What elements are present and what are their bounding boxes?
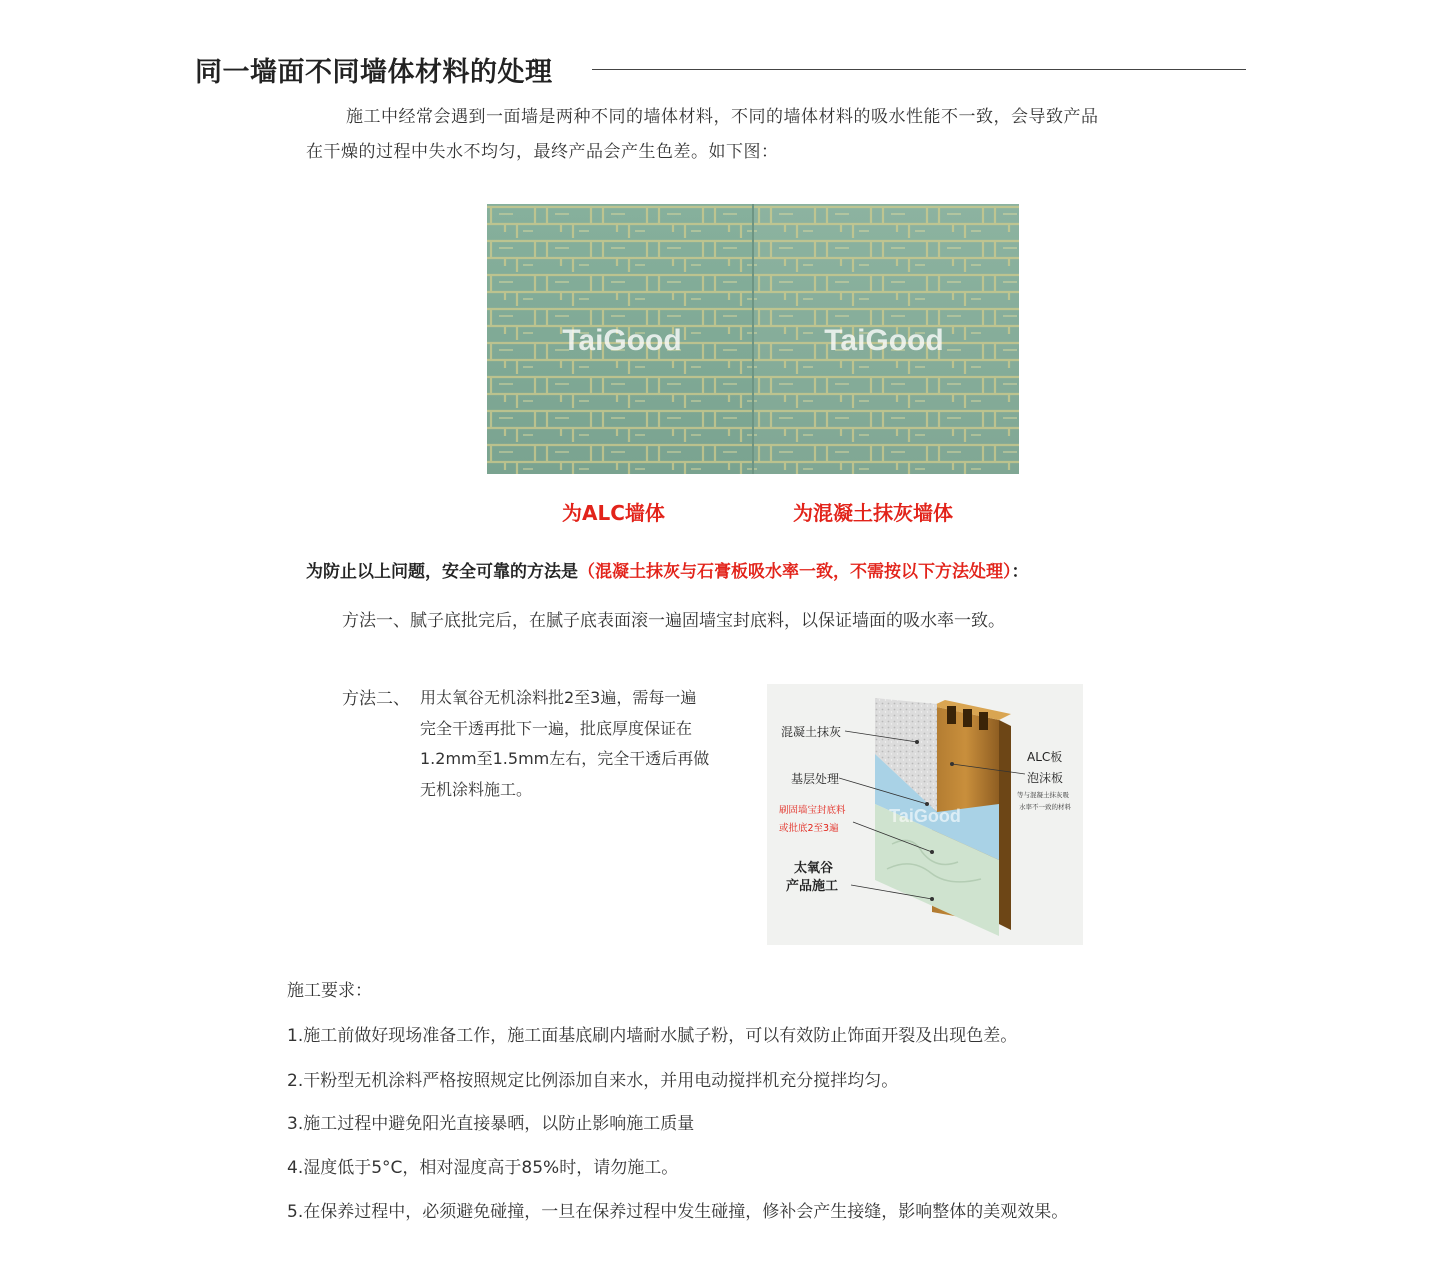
caption-alc-wall: 为ALC墙体 [562, 501, 665, 525]
prevention-suffix: ： [1011, 562, 1029, 582]
requirement-item: 5.在保养过程中，必须避免碰撞，一旦在保养过程中发生碰撞，修补会产生接缝，影响整体的美观效果。 [287, 1202, 1069, 1222]
method-one: 方法一、腻子底批完后，在腻子底表面滚一遍固墙宝封底料，以保证墙面的吸水率一致。 [342, 611, 1005, 631]
label-product-2: 产品施工 [786, 879, 839, 894]
prevention-prefix: 为防止以上问题，安全可靠的方法是 [306, 562, 578, 582]
requirement-item: 3.施工过程中避免阳光直接暴晒，以防止影响施工质量 [287, 1114, 695, 1134]
wall-comparison-photo [487, 204, 1019, 474]
requirement-item: 4.湿度低于5°C，相对湿度高于85%时，请勿施工。 [287, 1158, 679, 1178]
label-concrete: 混凝土抹灰 [781, 725, 842, 739]
method-two-line-1: 用太氧谷无机涂料批2至3遍，需每一遍 [420, 688, 697, 707]
label-sealer-coat: 刷固墙宝封底料 [779, 805, 846, 816]
label-note-2: 水率不一致的材料 [1019, 803, 1071, 811]
label-alc-board: ALC板 [1027, 750, 1063, 764]
method-two-line-4: 无机涂料施工。 [420, 780, 533, 799]
watermark-left: TaiGood [562, 324, 682, 357]
watermark-right: TaiGood [824, 324, 944, 357]
label-putty-coats: 或批底2至3遍 [779, 823, 839, 834]
label-product-1: 太氧谷 [794, 861, 834, 876]
requirements-heading: 施工要求： [287, 981, 372, 1001]
diagram-watermark: TaiGood [889, 806, 961, 826]
layer-diagram-graphic [767, 684, 1083, 945]
caption-concrete-wall: 为混凝土抹灰墙体 [793, 501, 953, 525]
requirement-item: 1.施工前做好现场准备工作，施工面基底刷内墙耐水腻子粉，可以有效防止饰面开裂及出现色差。 [287, 1026, 1018, 1046]
intro-line-1: 施工中经常会遇到一面墙是两种不同的墙体材料，不同的墙体材料的吸水性能不一致，会导致产品 [346, 107, 1099, 127]
title-divider [592, 69, 1246, 70]
label-note-1: 等与混凝土抹灰吸 [1017, 791, 1069, 799]
intro-line-2: 在干燥的过程中失水不均匀，最终产品会产生色差。如下图： [306, 142, 779, 162]
method-two-line-3: 1.2mm至1.5mm左右，完全干透后再做 [420, 749, 710, 768]
requirement-item: 2.干粉型无机涂料严格按照规定比例添加自来水，并用电动搅拌机充分搅拌均匀。 [287, 1071, 899, 1091]
method-two-label: 方法二、 [342, 689, 410, 709]
method-two-line-2: 完全干透再批下一遍，批底厚度保证在 [420, 719, 693, 738]
prevention-statement [306, 557, 1029, 582]
section-title: 同一墙面不同墙体材料的处理 [195, 57, 553, 88]
label-foam-board: 泡沫板 [1027, 771, 1064, 785]
wall-texture-image [487, 204, 1019, 474]
label-base-treatment: 基层处理 [791, 772, 840, 786]
prevention-highlight: （混凝土抹灰与石膏板吸水率一致，不需按以下方法处理） [578, 562, 1012, 582]
wall-layer-diagram [767, 684, 1083, 945]
